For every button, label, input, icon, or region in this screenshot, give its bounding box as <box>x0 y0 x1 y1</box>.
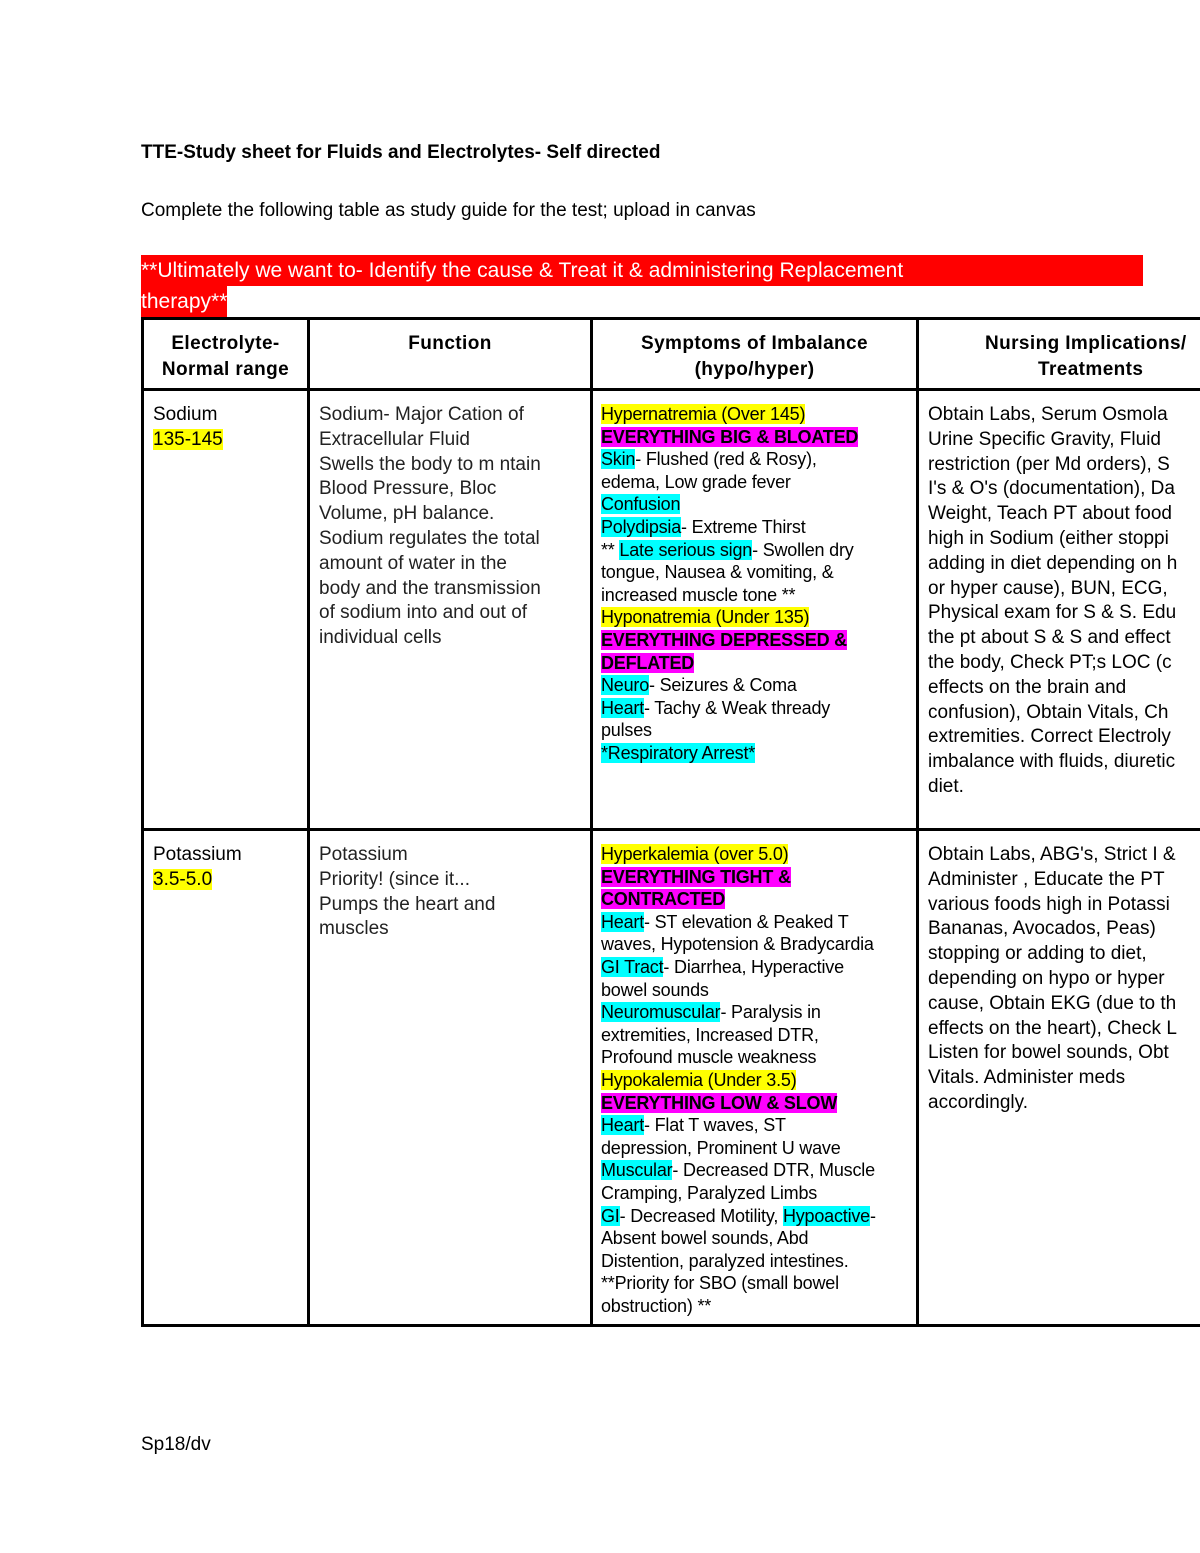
function-line: muscles <box>319 918 389 940</box>
heart-label: Heart <box>601 911 645 932</box>
document-subtitle: Complete the following table as study guide for the test; upload in canvas <box>141 200 756 221</box>
goal-banner-line1: **Ultimately we want to- Identify the cause & Treat it & administering Replacement <box>141 255 1143 286</box>
header-nursing-line1: Nursing Implications/ <box>985 333 1187 354</box>
polydipsia-text: - Extreme Thirst <box>681 516 806 537</box>
function-line: Extracellular Fluid <box>319 428 470 450</box>
polydipsia-label: Polydipsia <box>601 516 682 537</box>
neuromuscular-label: Neuromuscular <box>601 1002 721 1023</box>
late-sign-prefix: ** <box>601 539 620 560</box>
header-function <box>309 319 592 390</box>
header-electrolyte-line2: Normal range <box>161 359 290 380</box>
nursing-line: high in Sodium (either stoppi <box>928 527 1169 549</box>
hyponatremia-summary-2: DEFLATED <box>601 652 695 673</box>
nursing-line: cause, Obtain EKG (due to th <box>928 992 1177 1014</box>
header-symptoms-line2: (hypo/hyper) <box>694 359 815 380</box>
nursing-line: depending on hypo or hyper <box>928 967 1165 989</box>
nursing-line: Administer , Educate the PT <box>928 868 1165 890</box>
gi-tract-label: GI Tract <box>601 956 664 977</box>
sbo-priority: **Priority for SBO (small bowel <box>601 1273 839 1294</box>
function-line: Swells the body to m ntain <box>319 453 541 475</box>
function-line: Potassium <box>319 844 408 865</box>
header-symptoms-line1: Symptoms of Imbalance <box>641 333 868 354</box>
skin-label: Skin <box>601 449 636 470</box>
confusion-label: Confusion <box>601 494 681 515</box>
hyperkalemia-summary-2: CONTRACTED <box>601 889 725 910</box>
function-line: of sodium into and out of <box>319 602 528 624</box>
neuromuscular-text-2: extremities, Increased DTR, <box>601 1024 819 1045</box>
cell-sodium-symptoms <box>592 390 918 830</box>
sodium-range: 135-145 <box>153 428 223 450</box>
late-sign-label: Late serious sign <box>619 539 753 560</box>
function-line: individual cells <box>319 627 442 649</box>
hyperkalemia-summary-1: EVERYTHING TIGHT & <box>601 866 791 887</box>
nursing-line: effects on the brain and <box>928 676 1127 698</box>
header-electrolyte <box>143 319 309 390</box>
respiratory-arrest: *Respiratory Arrest* <box>601 742 756 763</box>
hypernatremia-title: Hypernatremia (Over 145) <box>601 404 806 424</box>
muscular-text-2: Cramping, Paralyzed Limbs <box>601 1182 818 1203</box>
nursing-line: the pt about S & S and effect <box>928 627 1171 649</box>
potassium-name: Potassium <box>153 844 242 865</box>
heart-label: Heart <box>601 697 645 718</box>
function-line: Priority! (since it... <box>319 868 470 890</box>
nursing-line: Bananas, Avocados, Peas) <box>928 918 1156 940</box>
nursing-line: diet. <box>928 775 964 797</box>
heart-text-2: pulses <box>601 720 652 741</box>
heart-text-2: waves, Hypotension & Bradycardia <box>601 934 874 955</box>
header-symptoms <box>592 319 918 390</box>
document-title: TTE-Study sheet for Fluids and Electrolytes- Self directed <box>141 142 661 163</box>
nursing-line: confusion), Obtain Vitals, Ch <box>928 701 1169 723</box>
function-line: Blood Pressure, Bloc <box>319 478 497 500</box>
header-electrolyte-line1: Electrolyte- <box>171 333 280 354</box>
neuromuscular-text: - Paralysis in <box>720 1002 821 1023</box>
skin-text: - Flushed (red & Rosy), <box>635 449 817 470</box>
heart-2-text-2: depression, Prominent U wave <box>601 1137 841 1158</box>
nursing-line: various foods high in Potassi <box>928 893 1170 915</box>
nursing-line: Obtain Labs, ABG's, Strict I & <box>928 844 1176 865</box>
cell-sodium-electrolyte <box>143 390 309 830</box>
nursing-line: Listen for bowel sounds, Obt <box>928 1042 1169 1064</box>
goal-banner <box>141 255 1143 317</box>
nursing-line: I's & O's (documentation), Da <box>928 478 1175 500</box>
hyponatremia-title: Hyponatremia (Under 135) <box>601 607 810 628</box>
hyperkalemia-title: Hyperkalemia (over 5.0) <box>601 844 789 864</box>
electrolyte-table <box>141 317 1200 1327</box>
gi-text-3: Absent bowel sounds, Abd <box>601 1228 809 1249</box>
function-line: body and the transmission <box>319 577 541 599</box>
nursing-line: Urine Specific Gravity, Fluid <box>928 428 1161 450</box>
late-sign-text-3: increased muscle tone ** <box>601 584 796 605</box>
nursing-line: the body, Check PT;s LOC (c <box>928 651 1172 673</box>
late-sign-text: - Swollen dry <box>752 539 854 560</box>
sodium-name: Sodium <box>153 404 218 425</box>
table-header-row <box>143 319 1200 390</box>
nursing-line: accordingly. <box>928 1091 1028 1113</box>
header-function-label: Function <box>408 333 492 354</box>
cell-sodium-function <box>309 390 592 830</box>
page-footer: Sp18/dv <box>141 1434 211 1455</box>
skin-text-2: edema, Low grade fever <box>601 471 791 492</box>
gi-tract-text-2: bowel sounds <box>601 979 709 1000</box>
gi-dash: - <box>869 1205 876 1226</box>
cell-sodium-nursing <box>918 390 1200 830</box>
heart-2-label: Heart <box>601 1115 645 1136</box>
function-line: Pumps the heart and <box>319 893 496 915</box>
nursing-line: stopping or adding to diet, <box>928 943 1147 965</box>
cell-potassium-symptoms <box>592 830 918 1326</box>
nursing-line: or hyper cause), BUN, ECG, <box>928 577 1168 599</box>
heart-text: - Tachy & Weak thready <box>644 697 831 718</box>
cell-potassium-function <box>309 830 592 1326</box>
nursing-line: Vitals. Administer meds <box>928 1067 1126 1089</box>
function-line: amount of water in the <box>319 552 507 574</box>
sbo-priority-2: obstruction) ** <box>601 1295 712 1316</box>
function-line: Sodium regulates the total <box>319 527 540 549</box>
nursing-line: effects on the heart), Check L <box>928 1017 1177 1039</box>
neuromuscular-text-3: Profound muscle weakness <box>601 1047 817 1068</box>
muscular-text: - Decreased DTR, Muscle <box>672 1160 875 1181</box>
gi-text-4: Distention, paralyzed intestines. <box>601 1250 849 1271</box>
nursing-line: Weight, Teach PT about food <box>928 503 1173 525</box>
gi-label: GI <box>601 1205 620 1226</box>
heart-text: - ST elevation & Peaked T <box>644 911 849 932</box>
nursing-line: restriction (per Md orders), S <box>928 453 1170 475</box>
hypokalemia-title: Hypokalemia (Under 3.5) <box>601 1069 797 1090</box>
hypernatremia-summary: EVERYTHING BIG & BLOATED <box>601 426 859 447</box>
header-nursing <box>918 319 1200 390</box>
gi-tract-text: - Diarrhea, Hyperactive <box>663 956 844 977</box>
hypokalemia-summary: EVERYTHING LOW & SLOW <box>601 1092 838 1113</box>
table-row-sodium <box>143 390 1200 830</box>
nursing-line: extremities. Correct Electroly <box>928 726 1171 748</box>
muscular-label: Muscular <box>601 1160 673 1181</box>
hyponatremia-summary-1: EVERYTHING DEPRESSED & <box>601 629 847 650</box>
hypoactive-label: Hypoactive <box>782 1205 870 1226</box>
nursing-line: adding in diet depending on h <box>928 552 1178 574</box>
header-nursing-line2: Treatments <box>1038 359 1144 380</box>
cell-potassium-electrolyte <box>143 830 309 1326</box>
heart-2-text: - Flat T waves, ST <box>644 1115 786 1136</box>
late-sign-text-2: tongue, Nausea & vomiting, & <box>601 562 834 583</box>
nursing-line: Physical exam for S & S. Edu <box>928 602 1177 624</box>
goal-banner-line2: therapy** <box>141 286 227 317</box>
function-line: Sodium- Major Cation of <box>319 404 524 425</box>
neuro-label: Neuro <box>601 675 650 696</box>
gi-text: - Decreased Motility, <box>619 1205 783 1226</box>
function-line: Volume, pH balance. <box>319 503 495 525</box>
neuro-text: - Seizures & Coma <box>649 675 797 696</box>
table-row-potassium <box>143 830 1200 1326</box>
nursing-line: Obtain Labs, Serum Osmola <box>928 404 1168 425</box>
cell-potassium-nursing <box>918 830 1200 1326</box>
potassium-range: 3.5-5.0 <box>153 868 213 890</box>
nursing-line: imbalance with fluids, diuretic <box>928 751 1176 773</box>
